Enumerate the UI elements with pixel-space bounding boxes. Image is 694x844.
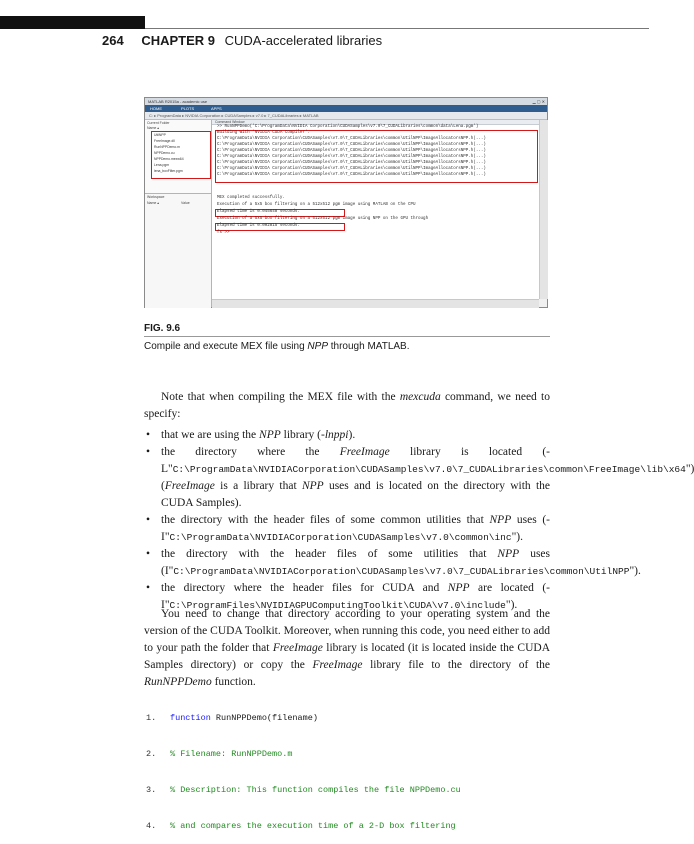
file-item[interactable]: NPPDemo.cu xyxy=(154,151,175,155)
tab-plots[interactable]: PLOTS xyxy=(181,106,195,111)
name-column-header[interactable]: Name ▴ xyxy=(147,126,160,130)
workspace-label: Workspace xyxy=(147,195,165,199)
tab-apps[interactable]: APPS xyxy=(211,106,222,111)
vertical-scrollbar[interactable] xyxy=(539,120,548,299)
command-output-line: Elapsed time is 0.002815 seconds. xyxy=(217,224,300,228)
figure-rule xyxy=(144,336,550,337)
window-titlebar xyxy=(145,98,547,105)
code-line: 2. % Filename: RunNPPDemo.m xyxy=(146,749,293,759)
header-rule xyxy=(145,28,649,29)
bullet-list xyxy=(144,427,694,614)
command-output-line: C:\ProgramData\NVIDIA Corporation\CUDASamples\v7.0\7_CUDALibraries\common\UtilNPP\ImageAllocatorsNPP.h(...) xyxy=(217,149,486,153)
list-item: • the directory where the header files for CUDA and NPP are located (-I"C:\ProgramFiles\NVIDIAGPUComputingToolkit\CUDA\v7.0\include"). xyxy=(144,580,550,614)
file-item[interactable]: lena_boxFilter.pgm xyxy=(154,169,183,173)
figure-label: FIG. 9.6 xyxy=(144,323,181,334)
chapter-title: CUDA-accelerated libraries xyxy=(224,33,383,48)
window-controls: ▁ ▢ ✕ xyxy=(532,99,545,104)
file-item[interactable]: UtilNPP xyxy=(154,133,166,137)
file-item[interactable]: FreeImage.dll xyxy=(154,139,175,143)
command-output-line: Building with 'NVIDIA CUDA Compiler'. xyxy=(217,131,310,135)
running-header xyxy=(102,33,382,48)
code-line: 4. % and compares the execution time of a 2-D box filtering xyxy=(146,821,456,831)
command-output-line: C:\ProgramData\NVIDIA Corporation\CUDASamples\v7.0\7_CUDALibraries\common\UtilNPP\ImageAllocatorsNPP.h(...) xyxy=(217,161,486,165)
file-item[interactable]: NPPDemo.mexw64 xyxy=(154,157,184,161)
ws-name-header[interactable]: Name ▴ xyxy=(147,201,160,205)
command-output-line: C:\ProgramData\NVIDIA Corporation\CUDASamples\v7.0\7_CUDALibraries\common\UtilNPP\ImageAllocatorsNPP.h(...) xyxy=(217,143,486,147)
command-output-line: Elapsed time is 0.045648 seconds. xyxy=(217,210,300,214)
command-output-line: C:\ProgramData\NVIDIA Corporation\CUDASamples\v7.0\7_CUDALibraries\common\UtilNPP\ImageAllocatorsNPP.h(...) xyxy=(217,137,486,141)
workspace-pane xyxy=(145,193,211,308)
header-bar xyxy=(0,16,145,29)
horizontal-scrollbar[interactable] xyxy=(212,299,539,308)
intro-paragraph: Note that when compiling the MEX file with the mexcuda command, we need to specify: xyxy=(144,391,550,420)
ribbon-tabs xyxy=(145,105,547,112)
matlab-screenshot xyxy=(144,97,548,308)
code-line: 3. % Description: This function compiles the file NPPDemo.cu xyxy=(146,785,461,795)
file-item[interactable]: RunNPPDemo.m xyxy=(154,145,181,149)
command-output-line: >> RunNPPDemo('C:\ProgramData\NVIDIA Corporation\CUDASamples\v7.0\7_CUDALibraries\common\data\Lena.pgm') xyxy=(217,125,479,129)
closing-paragraph: You need to change that directory according to your operating system and the version of the CUDA Toolkit. Moreover, when running this code, you need either to add to your path the folder that FreeImage library is located (it is located inside the CUDA Samples directory) or copy the FreeImage library file to the directory of the RunNPPDemo function. xyxy=(144,608,551,688)
list-item: • that we are using the NPP library (-lnppi). xyxy=(144,427,550,444)
chapter-label: CHAPTER 9 xyxy=(141,33,216,48)
file-list-highlight xyxy=(151,131,211,179)
address-bar[interactable] xyxy=(145,112,547,120)
current-folder-label: Current Folder xyxy=(147,121,170,125)
ws-value-header[interactable]: Value xyxy=(181,201,190,205)
address-path: C: ▸ ProgramData ▸ NVIDIA Corporation ▸ CUDASamples ▸ v7.0 ▸ 7_CUDALibraries ▸ MATLAB xyxy=(149,113,319,118)
command-output-line: Execution of a 5x5 box filtering on a 512x512 pgm image using NPP on the GPU through xyxy=(217,217,429,221)
command-output-line: C:\ProgramData\NVIDIA Corporation\CUDASamples\v7.0\7_CUDALibraries\common\UtilNPP\ImageAllocatorsNPP.h(...) xyxy=(217,155,486,159)
code-line: 1. function RunNPPDemo(filename) xyxy=(146,713,318,723)
command-output-line: Execution of a 5x5 box filtering on a 512x512 pgm image using MATLAB on the CPU xyxy=(217,203,416,207)
command-output-line: C:\ProgramData\NVIDIA Corporation\CUDASamples\v7.0\7_CUDALibraries\common\UtilNPP\ImageAllocatorsNPP.h(...) xyxy=(217,173,486,177)
list-item: • the directory with the header files of some common utilities that NPP uses (-I"C:\ProgramData\NVIDIACorporation\CUDASamples\v7.0\common\inc"). xyxy=(144,512,550,546)
tab-home[interactable]: HOME xyxy=(150,106,162,111)
figure-caption: Compile and execute MEX file using NPP through MATLAB. xyxy=(144,341,410,352)
list-item: • the directory with the header files of some utilities that NPP uses (I"C:\ProgramData\NVIDIACorporation\CUDASamples\v7.0\7_CUDALibraries\common\UtilNPP"). xyxy=(144,546,550,580)
command-output-line: C:\ProgramData\NVIDIA Corporation\CUDASamples\v7.0\7_CUDALibraries\common\UtilNPP\ImageAllocatorsNPP.h(...) xyxy=(217,167,486,171)
code-listing xyxy=(146,688,461,844)
command-output-line: fx >> xyxy=(217,231,230,235)
window-title: MATLAB R2015a - academic use xyxy=(148,99,208,104)
file-item[interactable]: Lena.pgm xyxy=(154,163,170,167)
page-number: 264 xyxy=(102,33,124,48)
command-window-header: Command Window xyxy=(212,120,539,125)
list-item: • the directory where the FreeImage library is located (-L"C:\ProgramData\NVIDIACorporation\CUDASamples\v7.0\7_CUDALibraries\common\FreeImage\lib\x64") (FreeImage is a library that NPP uses and is located on the directory with the CUDA Samples). xyxy=(144,444,550,512)
command-output-line: MEX completed successfully. xyxy=(217,196,285,200)
